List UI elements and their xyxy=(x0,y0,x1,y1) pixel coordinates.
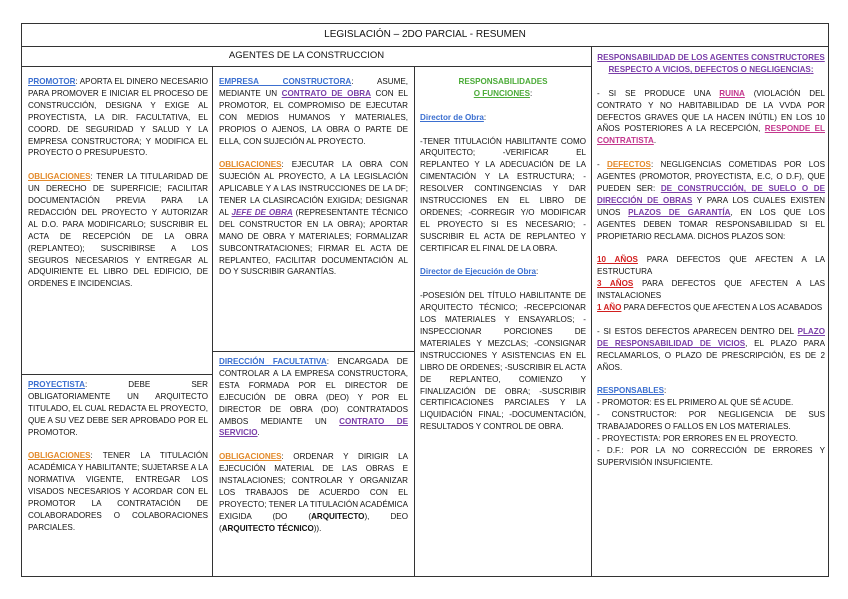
defectos-text-2: : NEGLIGENCIAS COMETIDAS POR LOS AGENTES (PROMOTOR, PROYECTISTA, E.C, O D.F), QUE PUEDEN SER: xyxy=(597,160,825,193)
direccion-obligations-text-2: ), DEO ( xyxy=(219,511,408,533)
direccion-obligations-text-1: : ORDENAR Y DIRIGIR LA EJECUCIÓN MATERIAL DE LAS OBRAS E INSTALACIONES; CONTROLAR Y ORGANIZAR LOS TRABAJOS DE ACUERDO CON EL PROYECTO; TENER LA TITULACIÓN ACADÉMICA EXIGIDA (DO ( xyxy=(219,452,408,521)
director-ejecucion-list: -POSESIÓN DEL TÍTULO HABILITANTE DE ARQUITECTO TÉCNICO; -RECEPCIONAR LOS MATERIALES Y ENSAYARLOS; -INSPECCIONAR PORCIONES DE MATERIALES Y MEZCLAS; -CONSIGNAR INSTRUCCIONES Y ASISTENCIAS EN EL LIBRO DE ORDENES; -SUSCRIBIR EL ACTA DE REPLANTEO, COMIENZO Y FINALIZACIÓN DE OBRA; -SUSCRIBIR CERTIFICACIONES PARCIALES Y LA LIQUIDACIÓN FINAL; -DOCUMENTACIÓN, RESULTADOS Y CONTROL DE OBRA. xyxy=(420,291,586,432)
plazo-1-text: PARA DEFECTOS QUE AFECTEN A LOS ACABADOS xyxy=(621,302,823,312)
director-obra-list: -TENER TITULACIÓN HABILITANTE COMO ARQUITECTO; -VERIFICAR EL REPLANTEO Y LA ADECUACIÓN DE LA CIMENTACIÓN Y LA ESTRUCTURA; -RESOLVER CONTINGENCIAS Y DAR INSTRUCCIONES EN EL LIBRO DE ORDENES; -CORREGIR Y/O MODIFICAR EL PROYECTO SI ES NECESARIO; -SUSCRIBIR EL ACTA DE REPLANTEO Y CERTIFICAR EL FINAL DE LA OBRA. xyxy=(420,136,586,253)
section-heading-agents: AGENTES DE LA CONSTRUCCION xyxy=(22,46,592,67)
empresa-text-1: : ASUME, MEDIANTE UN xyxy=(219,77,408,98)
arquitecto-term: ARQUITECTO xyxy=(311,511,365,521)
direccion-obligations-label: OBLIGACIONES xyxy=(219,452,282,462)
responsable-item: - PROYECTISTA: POR ERRORES EN EL PROYECTO. xyxy=(597,433,798,443)
responsables-colon: : xyxy=(664,386,667,396)
divider-col2 xyxy=(414,66,415,576)
arquitecto-tecnico-term: ARQUITECTO TÉCNICO xyxy=(221,523,314,533)
responsabilidades-section xyxy=(420,76,586,433)
plazo-3-term: 3 AÑOS xyxy=(597,279,634,289)
empresa-obligations-label: OBLIGACIONES xyxy=(219,160,282,170)
promotor-section xyxy=(28,76,208,290)
page-title: LEGISLACIÓN – 2DO PARCIAL - RESUMEN xyxy=(22,24,828,47)
defectos-text-3: Y PARA LOS CUALES EXISTEN UNOS xyxy=(597,195,825,217)
responsabilidad-vicios-heading: RESPONSABILIDAD DE LOS AGENTES CONSTRUCTORES RESPECTO A VICIOS, DEFECTOS O NEGLIGENCIAS xyxy=(597,53,825,74)
defectos-term: DEFECTOS xyxy=(607,160,651,170)
direccion-label: DIRECCIÓN FACULTATIVA xyxy=(219,357,327,366)
proyectista-obligations-label: OBLIGACIONES xyxy=(28,451,91,461)
responsabilidad-vicios-section xyxy=(597,52,825,469)
responde-contratista-term: RESPONDE EL CONTRATISTA xyxy=(597,124,825,146)
proyectista-label: PROYECTISTA xyxy=(28,380,85,389)
director-obra-colon: : xyxy=(483,112,487,122)
divider-col3 xyxy=(591,46,592,576)
proyectista-obligations-text: : TENER LA TITULACIÓN ACADÉMICA Y HABILITANTE; SUJETARSE A LA NORMATIVA VIGENTE, ENTREGAR LOS VISADOS NECESARIOS Y ACORDAR CON EL PROMOTOR LA CONTRATACIÓN DE COLABORADORES O COLABORACIONES PARCIALES. xyxy=(28,451,208,532)
promotor-obligations-text: : TENER LA TITULARIDAD DE UN DERECHO DE SUPERFICIE; FACILITAR DOCUMENTACIÓN PREVIA PARA LA REDACCIÓN DEL PROYECTO Y AUTORIZAR AL D.O. PARA MODIFICARLO; SUSCRIBIR EL ACTA DE RECEPCIÓN DE LA OBRA (REPLANTEO); SUSCRIBIRSE A LOS SEGUROS NECESARIOS Y ENTREGAR AL ADQUIRIENTE EL LIBRO DEL EDIFICIO, DE ORDENES E INCIDENCIAS. xyxy=(28,172,208,289)
jefe-obra-term: JEFE DE OBRA xyxy=(231,207,293,217)
responsable-item: - PROMOTOR: ES EL PRIMERO AL QUE SÉ ACUDE. xyxy=(597,398,794,408)
responsable-item: - CONSTRUCTOR: POR NEGLIGENCIA DE SUS TRABAJADORES O FALLOS EN LOS MATERIALES. xyxy=(597,410,825,432)
director-obra-label: Director de Obra xyxy=(420,112,484,122)
promotor-text: : APORTA EL DINERO NECESARIO PARA PROMOVER E INICIAR EL PROCESO DE CONSTRUCCIÓN, DESIGNA Y EXIGE AL PROYECTISTA, LA DIR. FACULTATIVA, EL COORD. DE SEGURIDAD Y SALUD Y LA EMPRESA CONSTRUCTORA; Y MODIFICA EL PROYECTO O PRESUPUESTO. xyxy=(28,77,208,158)
empresa-section xyxy=(219,76,408,278)
responsabilidades-heading-colon: : xyxy=(529,88,533,98)
plazo-1-term: 1 AÑO xyxy=(597,302,622,312)
contrato-obra-term: CONTRATO DE OBRA xyxy=(281,88,371,98)
defectos-text-4: , EN LOS QUE LOS AGENTES DEBEN TOMAR RESPONSABILIDAD SI EL PROPIETARIO RECLAMA. DICHOS PLAZOS SON: xyxy=(597,207,825,241)
summary-sheet xyxy=(21,23,829,577)
plazos-garantia-term: PLAZOS DE GARANTÍA xyxy=(628,207,731,217)
direccion-obligations-text-3: )). xyxy=(313,523,322,533)
responsabilidades-heading-1: RESPONSABILIDADES xyxy=(458,77,548,86)
empresa-obligations-text-1: : EJECUTAR LA OBRA CON SUJECIÓN AL PROYECTO, A LA LEGISLACIÓN APLICABLE Y A LAS INSTRUCCIONES DE LA DF; TENER LA CLASIRCACIÓN EXIGIDA; DESIGNAR AL xyxy=(219,160,408,217)
prescripcion-text-2: , EL PLAZO PARA RECLAMARLOS, O PLAZO DE PRESCRIPCIÓN, ES DE 2 AÑOS. xyxy=(597,338,825,372)
direccion-section xyxy=(219,356,408,535)
responsables-label: RESPONSABLES xyxy=(597,386,665,396)
proyectista-section xyxy=(28,379,208,534)
empresa-obligations-text-2: (REPRESENTANTE TÉCNICO DEL CONSTRUCTOR EN LA OBRA); APORTAR MANO DE OBRA Y MATERIALES; FORMALIZAR SUBCONTRATACIONES; FIRMAR EL ACTA DE REPLANTEO, FACILITAR DOCUMENTACIÓN AL DO Y SUSCRIBIR GARANTÍAS. xyxy=(219,207,408,277)
ruina-text-1: - SI SE PRODUCE UNA xyxy=(597,88,720,98)
defectos-text-1: - xyxy=(597,160,608,170)
empresa-text-2: CON EL PROMOTOR, EL COMPROMISO DE EJECUTAR CON MEDIOS HUMANOS Y MATERIALES, PROPIOS O AJENOS, LA OBRA O PARTE DE ELLA, CON SUJECIÓN AL PROYECTO. xyxy=(219,88,409,146)
de-construccion-term: DE CONSTRUCCIÓN, DE SUELO O DE DIRECCIÓN DE OBRAS xyxy=(597,183,826,205)
promotor-label: PROMOTOR xyxy=(28,77,76,86)
divider-row-col2 xyxy=(212,351,414,352)
responsable-item: - D.F.: POR LA NO CORRECCIÓN DE ERRORES Y SUPERVISIÓN INSUFICIENTE. xyxy=(597,445,825,467)
contrato-servicio-term: CONTRATO DE SERVICIO xyxy=(219,416,408,438)
empresa-label: EMPRESA CONSTRUCTORA xyxy=(219,77,352,86)
plazo-responsabilidad-term: PLAZO DE RESPONSABILIDAD DE VICIOS xyxy=(597,326,825,348)
prescripcion-text-1: - SI ESTOS DEFECTOS APARECEN DENTRO DEL xyxy=(597,326,798,336)
plazo-3-text: PARA DEFECTOS QUE AFECTEN A LAS INSTALACIONES xyxy=(597,279,825,301)
ruina-text-3: . xyxy=(653,136,657,146)
responsabilidades-heading-2: O FUNCIONES xyxy=(473,88,530,98)
director-ejecucion-colon: : xyxy=(536,267,539,277)
proyectista-text: : DEBE SER OBLIGATORIAMENTE UN ARQUITECTO TITULADO, EL CUAL REDACTA EL PROYECTO, QUE A SU VEZ DEBE SER APROBADO POR EL PROMOTOR. xyxy=(28,380,208,437)
direccion-text-2: . xyxy=(257,428,260,438)
promotor-obligations-label: OBLIGACIONES xyxy=(28,172,91,182)
ruina-text-2: (VIOLACIÓN DEL CONTRATO Y NO HABITABILIDAD DE LA VVDA POR DEFECTOS GRAVES QUE LA HACEN INÚTIL) EN LOS 10 AÑOS POSTERIORES A LA RECEPCIÓN, xyxy=(597,88,826,134)
direccion-text-1: : ENCARGADA DE CONTROLAR A LA EMPRESA CONSTRUCTORA, ESTA FORMADA POR EL DIRECTOR DE EJECUCIÓN DE OBRA (DEO) Y POR EL DIRECTOR DE OBRA (DO) CONTRATADOS AMBOS MEDIANTE UN xyxy=(219,357,408,426)
plazo-10-term: 10 AÑOS xyxy=(597,255,638,265)
director-ejecucion-label: Director de Ejecución de Obra xyxy=(420,267,537,277)
divider-col1 xyxy=(212,66,213,576)
divider-row-col1 xyxy=(22,374,212,375)
ruina-term: RUINA xyxy=(719,88,745,98)
plazo-10-text: PARA DEFECTOS QUE AFECTEN A LA ESTRUCTURA xyxy=(597,255,825,277)
responsabilidad-vicios-heading-colon: : xyxy=(810,64,814,74)
